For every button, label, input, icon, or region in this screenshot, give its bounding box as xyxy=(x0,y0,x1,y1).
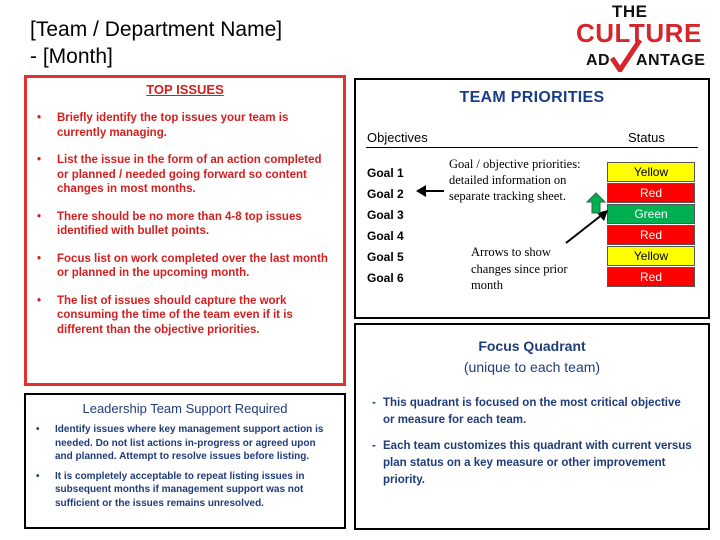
goal-4-label: Goal 4 xyxy=(367,229,404,243)
leadership-support-panel xyxy=(24,393,346,529)
logo-line3b: ANTAGE xyxy=(636,52,706,69)
logo-line3a: AD xyxy=(586,52,611,69)
status-badge-goal-3: Green xyxy=(607,204,695,224)
status-column-header: Status xyxy=(628,130,665,145)
team-priorities-panel xyxy=(354,78,710,319)
arrows-note: Arrows to show changes since prior month xyxy=(471,245,568,292)
list-item: • Briefly identify the top issues your team is currently managing. xyxy=(27,111,343,140)
page-title-line2: - [Month] xyxy=(30,45,113,68)
list-item: • It is completely acceptable to repeat listing issues in subsequent months if management support was not sufficient or the issues remains unresolved. xyxy=(26,470,344,511)
status-badge-goal-6: Red xyxy=(607,267,695,287)
priorities-heading: TEAM PRIORITIES xyxy=(459,89,605,106)
arrow-left-head-icon xyxy=(416,185,426,197)
objective-note: Goal / objective priorities: detailed information on separate tracking sheet. xyxy=(449,157,581,203)
annotation-arrows xyxy=(356,80,708,317)
top-issues-heading: TOP ISSUES xyxy=(146,82,224,97)
focus-subheading: (unique to each team) xyxy=(463,359,601,375)
list-item: • The list of issues should capture the work consuming the time of the team even if it is different than the objective priorities. xyxy=(27,294,343,338)
list-item: • Identify issues where key management support action is needed. Do not list actions in-progress or agreed upon and planned. Attempt to resolve issues before listing. xyxy=(26,423,344,464)
list-item: - This quadrant is focused on the most critical objective or measure for each team. xyxy=(356,395,708,429)
arrow-diagonal-icon xyxy=(566,214,603,243)
goal-6-label: Goal 6 xyxy=(367,271,404,285)
status-badge-goal-1: Yellow xyxy=(607,162,695,182)
focus-list xyxy=(356,395,708,498)
objectives-column-header: Objectives xyxy=(367,130,428,145)
culture-advantage-logo xyxy=(570,2,710,74)
logo-line1: THE xyxy=(612,2,648,21)
list-item: • List the issue in the form of an action completed or planned / needed going forward so content changes in most months. xyxy=(27,153,343,197)
goal-2-label: Goal 2 xyxy=(367,187,404,201)
green-up-arrow-icon xyxy=(587,193,605,213)
focus-quadrant-panel xyxy=(354,323,710,530)
list-item: • There should be no more than 4-8 top issues identified with bullet points. xyxy=(27,210,343,239)
status-badge-goal-4: Red xyxy=(607,225,695,245)
status-badge-goal-2: Red xyxy=(607,183,695,203)
focus-heading: Focus Quadrant xyxy=(478,338,586,354)
top-issues-list xyxy=(27,111,343,337)
page-title xyxy=(30,16,282,70)
support-heading: Leadership Team Support Required xyxy=(82,401,288,416)
list-item: • Focus list on work completed over the last month or planned in the upcoming month. xyxy=(27,252,343,281)
status-badge-goal-5: Yellow xyxy=(607,246,695,266)
goal-1-label: Goal 1 xyxy=(367,166,404,180)
support-list xyxy=(26,423,344,510)
goal-3-label: Goal 3 xyxy=(367,208,404,222)
page-title-line1: [Team / Department Name] xyxy=(30,18,283,41)
goal-5-label: Goal 5 xyxy=(367,250,404,264)
list-item: - Each team customizes this quadrant with current versus plan status on a key measure or other improvement priority. xyxy=(356,438,708,489)
logo-line2: CULTURE xyxy=(576,18,702,48)
top-issues-panel xyxy=(24,75,346,386)
